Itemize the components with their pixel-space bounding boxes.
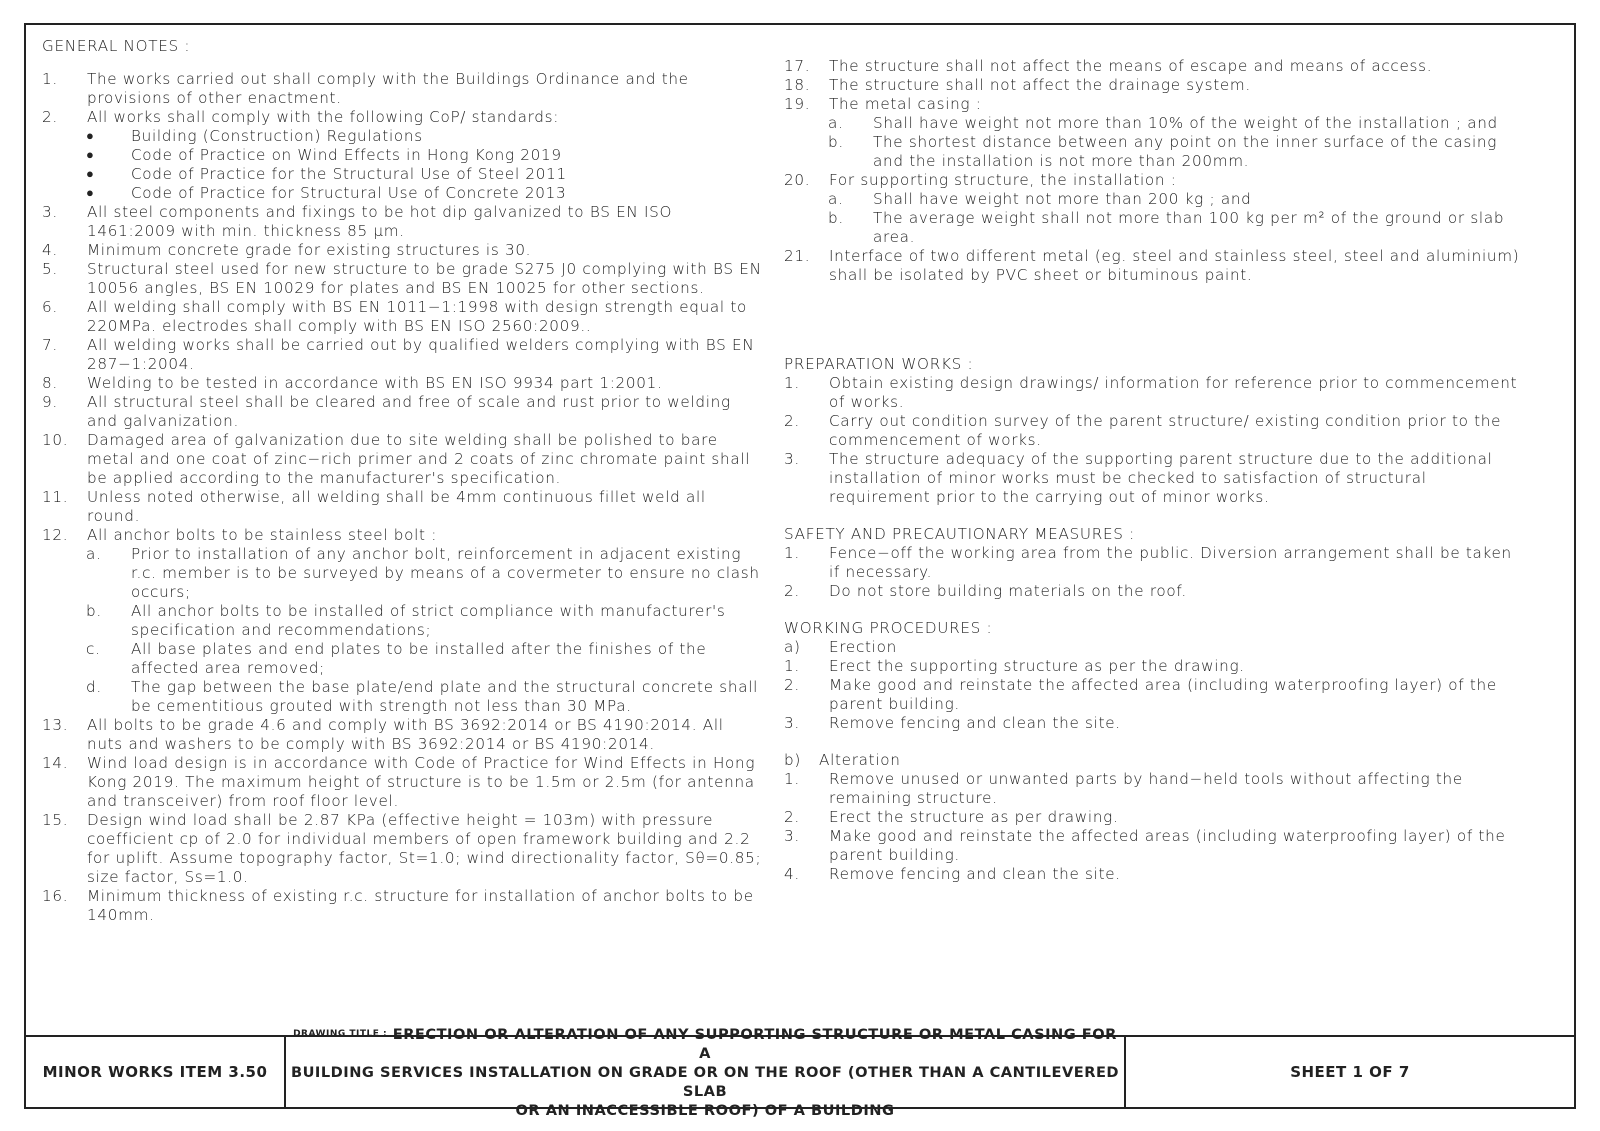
note-item [42, 716, 762, 754]
note-text: Remove unused or unwanted parts by hand−held tools without affecting the remaining structure. [829, 770, 1463, 807]
note-item [784, 76, 1524, 95]
note-text: Erect the supporting structure as per the drawing. [829, 657, 1245, 675]
note-text: Unless noted otherwise, all welding shall be 4mm continuous fillet weld all round. [87, 488, 706, 525]
note-item [42, 374, 762, 393]
note-number: 14. [42, 754, 69, 772]
note-number: 15. [42, 811, 69, 829]
sub-text: The shortest distance between any point on the inner surface of the casing and the installation is not more than 200mm. [873, 133, 1498, 170]
note-number: 3. [784, 714, 800, 732]
standard-item [42, 165, 762, 184]
note-text: For supporting structure, the installation : [829, 171, 1177, 189]
note-item [42, 260, 762, 298]
note-number: 1. [784, 657, 800, 675]
sub-text: Shall have weight not more than 10% of the weight of the installation ; and [873, 114, 1498, 132]
standard-item [42, 184, 762, 203]
title-block [26, 1025, 1574, 1119]
safety-heading: SAFETY AND PRECAUTIONARY MEASURES : [784, 525, 1135, 543]
preparation-heading: PREPARATION WORKS : [784, 355, 974, 373]
note-text: Design wind load shall be 2.87 KPa (effective height = 103m) with pressure coefficient cp of 2.0 for individual members of open framework building and 2.2 for uplift. Assume topography factor, St=1.0; wind directionality factor, Sθ=0.85; size factor, Ss=1.0. [87, 811, 762, 886]
erection-heading [784, 638, 1524, 657]
note-text: Remove fencing and clean the site. [829, 714, 1121, 732]
note-text: Make good and reinstate the affected area (including waterproofing layer) of the parent building. [829, 676, 1497, 713]
prep-item [784, 412, 1524, 450]
note-item [42, 811, 762, 887]
note-text: Minimum thickness of existing r.c. structure for installation of anchor bolts to be 140mm. [87, 887, 754, 924]
sub-text: Shall have weight not more than 200 kg ; and [873, 190, 1252, 208]
note-text: Carry out condition survey of the parent structure/ existing condition prior to the commencement of works. [829, 412, 1502, 449]
note-number: 6. [42, 298, 58, 316]
note-number: 2. [784, 412, 800, 430]
note-number: 21. [784, 247, 811, 265]
bullet-icon: ● [86, 167, 95, 182]
note-text: The works carried out shall comply with the Buildings Ordinance and the provisions of other enactment. [87, 70, 689, 107]
note-item [784, 57, 1524, 76]
anchor-subitem [42, 602, 762, 640]
note-text: All anchor bolts to be stainless steel bolt : [87, 526, 438, 544]
support-subitem [784, 190, 1524, 209]
section-title: Alteration [819, 751, 901, 769]
drawing-title [286, 1025, 1126, 1119]
sub-letter: a. [828, 114, 844, 132]
note-text: Minimum concrete grade for existing structures is 30. [87, 241, 532, 259]
note-number: 10. [42, 431, 69, 449]
note-number: 3. [42, 203, 58, 221]
erection-step [784, 657, 1524, 676]
title-line-3: OR AN INACCESSIBLE ROOF) OF A BUILDING [515, 1101, 895, 1119]
sub-letter: b. [828, 133, 844, 151]
note-text: Damaged area of galvanization due to site welding shall be polished to bare metal and one coat of zinc−rich primer and 2 coats of zinc chromate paint shall be applied according to the manufacturer's specification. [87, 431, 751, 487]
note-item [42, 488, 762, 526]
bullet-icon: ● [86, 129, 95, 144]
note-text: The structure shall not affect the means of escape and means of access. [829, 57, 1433, 75]
bullet-icon: ● [86, 186, 95, 201]
note-text: The structure shall not affect the drainage system. [829, 76, 1251, 94]
right-notes [784, 57, 1524, 884]
sub-letter: a. [86, 545, 102, 563]
title-line-1: ERECTION OR ALTERATION OF ANY SUPPORTING STRUCTURE OR METAL CASING FOR A [392, 1025, 1117, 1062]
note-number: 13. [42, 716, 69, 734]
note-item [42, 431, 762, 488]
note-text: Wind load design is in accordance with Code of Practice for Wind Effects in Hong Kong 2019. The maximum height of structure is to be 1.5m or 2.5m (for antenna and transceiver) from roof floor level. [87, 754, 756, 810]
minor-works-item: MINOR WORKS ITEM 3.50 [26, 1037, 286, 1107]
sheet-number: SHEET 1 OF 7 [1290, 1063, 1410, 1081]
note-number: 20. [784, 171, 811, 189]
note-item [42, 393, 762, 431]
casing-subitem [784, 114, 1524, 133]
anchor-subitem [42, 678, 762, 716]
note-number: 3. [784, 450, 800, 468]
sub-letter: b. [86, 602, 102, 620]
note-number: 2. [42, 108, 58, 126]
note-text: Fence−off the working area from the public. Diversion arrangement shall be taken if necessary. [829, 544, 1512, 581]
note-item [42, 526, 762, 545]
standard-item [42, 146, 762, 165]
section-label: a) [784, 638, 801, 656]
note-item [42, 298, 762, 336]
prep-item [784, 374, 1524, 412]
note-text: Interface of two different metal (eg. steel and stainless steel, steel and aluminium) shall be isolated by PVC sheet or bituminous paint. [829, 247, 1520, 284]
erection-step [784, 676, 1524, 714]
note-number: 8. [42, 374, 58, 392]
note-item [42, 336, 762, 374]
note-text: All welding works shall be carried out by qualified welders complying with BS EN 287−1:2004. [87, 336, 755, 373]
note-number: 2. [784, 676, 800, 694]
alteration-step [784, 865, 1524, 884]
note-text: Do not store building materials on the roof. [829, 582, 1187, 600]
section-title: Erection [829, 638, 897, 656]
note-text: Make good and reinstate the affected areas (including waterproofing layer) of the parent building. [829, 827, 1506, 864]
note-text: All welding shall comply with BS EN 1011−1:1998 with design strength equal to 220MPa. electrodes shall comply with BS EN ISO 2560:2009.. [87, 298, 748, 335]
note-item [42, 887, 762, 925]
title-line-2: BUILDING SERVICES INSTALLATION ON GRADE OR ON THE ROOF (OTHER THAN A CANTILEVERED SLAB [290, 1063, 1120, 1100]
general-notes-heading: GENERAL NOTES : [42, 37, 191, 55]
sub-letter: a. [828, 190, 844, 208]
note-item [784, 95, 1524, 114]
note-number: 4. [784, 865, 800, 883]
note-number: 1. [784, 544, 800, 562]
standard-item [42, 127, 762, 146]
alteration-heading [784, 751, 1524, 770]
note-number: 7. [42, 336, 58, 354]
standard-text: Code of Practice for the Structural Use of Steel 2011 [131, 165, 567, 183]
note-item [784, 247, 1524, 285]
general-notes [42, 37, 762, 925]
note-number: 11. [42, 488, 69, 506]
note-text: Remove fencing and clean the site. [829, 865, 1121, 883]
alteration-step [784, 827, 1524, 865]
note-item [42, 203, 762, 241]
sub-text: All base plates and end plates to be installed after the finishes of the affected area removed; [131, 640, 707, 677]
note-text: All steel components and fixings to be hot dip galvanized to BS EN ISO 1461:2009 with min. thickness 85 μm. [87, 203, 673, 240]
casing-subitem [784, 133, 1524, 171]
note-text: The structure adequacy of the supporting parent structure due to the additional installation of minor works must be checked to satisfaction of structural requirement prior to the carrying out of minor works. [829, 450, 1493, 506]
anchor-subitem [42, 640, 762, 678]
note-item [42, 754, 762, 811]
sub-letter: d. [86, 678, 102, 696]
section-label: b) [784, 751, 801, 769]
alteration-step [784, 808, 1524, 827]
note-text: Erect the structure as per drawing. [829, 808, 1119, 826]
note-number: 1. [784, 374, 800, 392]
note-number: 19. [784, 95, 811, 113]
note-number: 12. [42, 526, 69, 544]
drawing-title-label: DRAWING TITLE : [293, 1028, 388, 1039]
note-text: Obtain existing design drawings/ information for reference prior to commencement of works. [829, 374, 1518, 411]
note-item [42, 70, 762, 108]
anchor-subitem [42, 545, 762, 602]
erection-step [784, 714, 1524, 733]
sub-letter: c. [86, 640, 101, 658]
standard-text: Code of Practice on Wind Effects in Hong Kong 2019 [131, 146, 562, 164]
standard-text: Building (Construction) Regulations [131, 127, 423, 145]
safety-item [784, 582, 1524, 601]
note-text: Welding to be tested in accordance with BS EN ISO 9934 part 1:2001. [87, 374, 663, 392]
drawing-title-line [286, 1025, 1124, 1063]
note-item [42, 108, 762, 127]
prep-item [784, 450, 1524, 507]
note-number: 4. [42, 241, 58, 259]
note-item [42, 241, 762, 260]
note-number: 18. [784, 76, 811, 94]
note-number: 2. [784, 582, 800, 600]
bullet-icon: ● [86, 148, 95, 163]
standard-text: Code of Practice for Structural Use of Concrete 2013 [131, 184, 567, 202]
sub-text: Prior to installation of any anchor bolt, reinforcement in adjacent existing r.c. member is to be surveyed by means of a covermeter to ensure no clash occurs; [131, 545, 760, 601]
safety-item [784, 544, 1524, 582]
sub-letter: b. [828, 209, 844, 227]
note-text: Structural steel used for new structure to be grade S275 J0 complying with BS EN 10056 angles, BS EN 10029 for plates and BS EN 10025 for other sections. [87, 260, 762, 297]
note-number: 17. [784, 57, 811, 75]
sub-text: All anchor bolts to be installed of strict compliance with manufacturer's specification and recommendations; [131, 602, 726, 639]
note-text: All bolts to be grade 4.6 and comply with BS 3692:2014 or BS 4190:2014. All nuts and washers to be comply with BS 3692:2014 or BS 4190:2014. [87, 716, 724, 753]
note-number: 9. [42, 393, 58, 411]
sub-text: The gap between the base plate/end plate and the structural concrete shall be cementitious grouted with strength not less than 30 MPa. [131, 678, 759, 715]
note-number: 16. [42, 887, 69, 905]
note-text: All structural steel shall be cleared and free of scale and rust prior to welding and galvanization. [87, 393, 731, 430]
note-text: The metal casing : [829, 95, 982, 113]
note-text: All works shall comply with the following CoP/ standards: [87, 108, 560, 126]
note-number: 1. [784, 770, 800, 788]
support-subitem [784, 209, 1524, 247]
sub-text: The average weight shall not more than 100 kg per m² of the ground or slab area. [873, 209, 1505, 246]
alteration-step [784, 770, 1524, 808]
drawing-sheet [24, 23, 1576, 1119]
note-number: 3. [784, 827, 800, 845]
note-number: 5. [42, 260, 58, 278]
note-item [784, 171, 1524, 190]
note-number: 2. [784, 808, 800, 826]
procedures-heading: WORKING PROCEDURES : [784, 619, 993, 637]
note-number: 1. [42, 70, 58, 88]
